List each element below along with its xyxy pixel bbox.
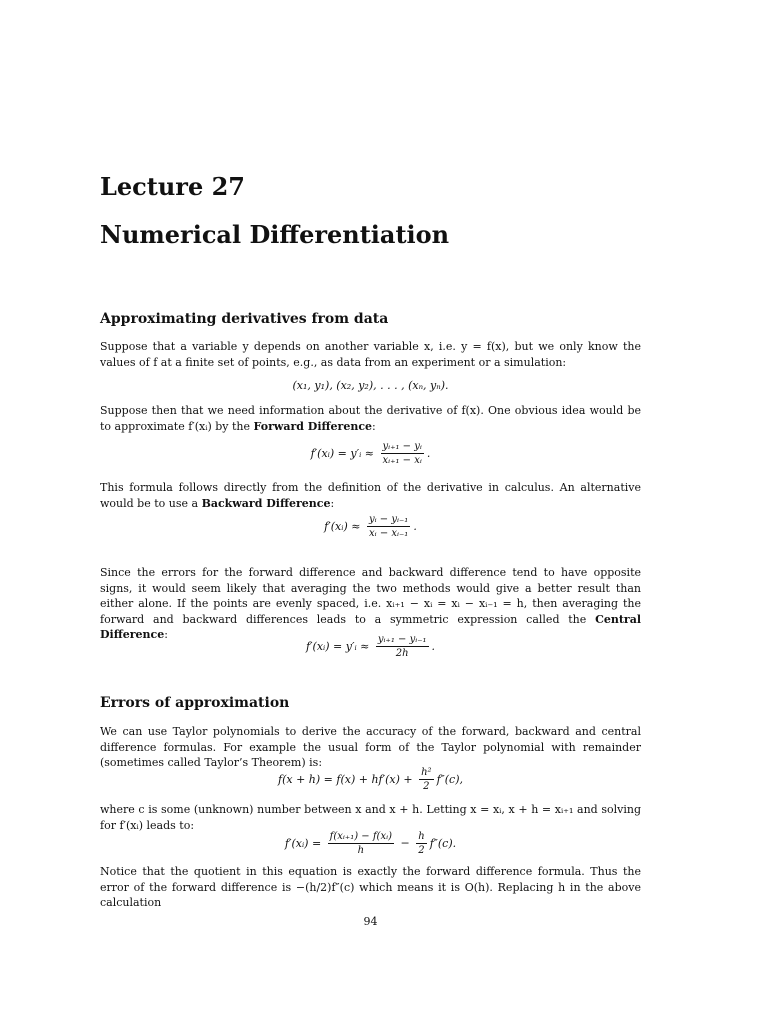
period: . [426,447,431,460]
equation-lhs: f′(xᵢ) = y′ᵢ ≈ [310,447,375,460]
numerator: f(xᵢ₊₁) − f(xᵢ) [329,831,393,842]
minus-sign: − [400,836,410,850]
paragraph-text: : [330,496,335,510]
document-page [100,0,641,1024]
numerator: h² [421,767,432,778]
denominator: xᵢ₊₁ − xᵢ [382,455,422,466]
equation-rhs: f″(c), [436,773,463,786]
paragraph-text: : [164,628,168,641]
equation-rhs: f″(c). [429,837,457,850]
equation-taylor [100,767,641,792]
fraction [328,831,394,856]
paragraph-solving: where c is some (unknown) number between x and x + h. Letting x = xᵢ, x + h = xᵢ₊₁ and solving for f′(xᵢ) leads to: [100,803,641,832]
paragraph-forward-error: Notice that the quotient in this equation is exactly the forward difference formula. Thus the error of the forward difference is −(h/2)f″(c) which means it is O(h). Replacing h in the above calculation [100,865,641,909]
denominator: xᵢ − xᵢ₋₁ [368,528,409,539]
section-heading-approximating: Approximating derivatives from data [100,311,389,327]
fraction [416,831,426,856]
paragraph-forward-intro [100,403,641,434]
fraction [376,634,429,659]
numerator: yᵢ − yᵢ₋₁ [368,514,409,525]
numerator: h [418,831,425,842]
period: . [431,640,436,653]
paragraph-text: This formula follows directly from the definition of the derivative in calculus. An alternative would be to use a [100,481,641,510]
fraction [367,514,410,539]
page-number: 94 [363,915,378,928]
section-heading-errors: Errors of approximation [100,695,290,711]
equation-backward-difference [100,514,641,539]
equation-lhs: f′(xᵢ) ≈ [324,520,361,533]
period: . [413,520,417,533]
lecture-title: Numerical Differentiation [100,220,450,249]
denominator: 2 [423,781,430,792]
equation-forward-difference [100,441,641,466]
term-forward-difference: Forward Difference [253,419,373,433]
fraction [381,441,424,466]
term-central-difference: Central Difference [100,612,641,641]
paragraph-text: : [372,419,376,433]
paragraph-text: Since the errors for the forward difference and backward difference tend to have opposite signs, it would seem likely that averaging the two methods would give a better result than either alone. If the points are evenly spaced, i.e. xᵢ₊₁ − xᵢ = xᵢ − xᵢ₋₁ = h, then averaging the forward and backward differences leads to a symmetric expression called the [100,566,641,626]
equation-solved [100,831,641,856]
paragraph-intro: Suppose that a variable y depends on another variable x, i.e. y = f(x), but we only know the values of f at a finite set of points, e.g., as data from an experiment or a simulation: [100,340,641,369]
numerator: yᵢ₊₁ − yᵢ₋₁ [377,634,427,645]
fraction [419,767,433,792]
equation-lhs: f(x + h) = f(x) + hf′(x) + [278,773,413,786]
equation-lhs: f′(xᵢ) = [284,837,322,850]
equation-data-points: (x₁, y₁), (x₂, y₂), . . . , (xₙ, yₙ). [292,379,449,392]
equation-central-difference [100,634,641,659]
denominator: 2 [418,845,425,856]
numerator: yᵢ₊₁ − yᵢ [382,441,422,452]
paragraph-text: Suppose then that we need information about the derivative of f(x). One obvious idea would be to approximate f′(xᵢ) by the [100,404,641,433]
denominator: 2h [395,648,409,659]
equation-lhs: f′(xᵢ) = y′ᵢ ≈ [305,640,370,653]
denominator: h [357,845,365,856]
paragraph-central-intro [100,565,641,643]
paragraph-taylor-intro: We can use Taylor polynomials to derive the accuracy of the forward, backward and central difference formulas. For example the usual form of the Taylor polynomial with remainder (sometimes called Taylor’s Theorem) is: [100,725,641,769]
lecture-label: Lecture 27 [100,172,245,201]
term-backward-difference: Backward Difference [201,496,331,510]
paragraph-backward-intro [100,480,641,511]
